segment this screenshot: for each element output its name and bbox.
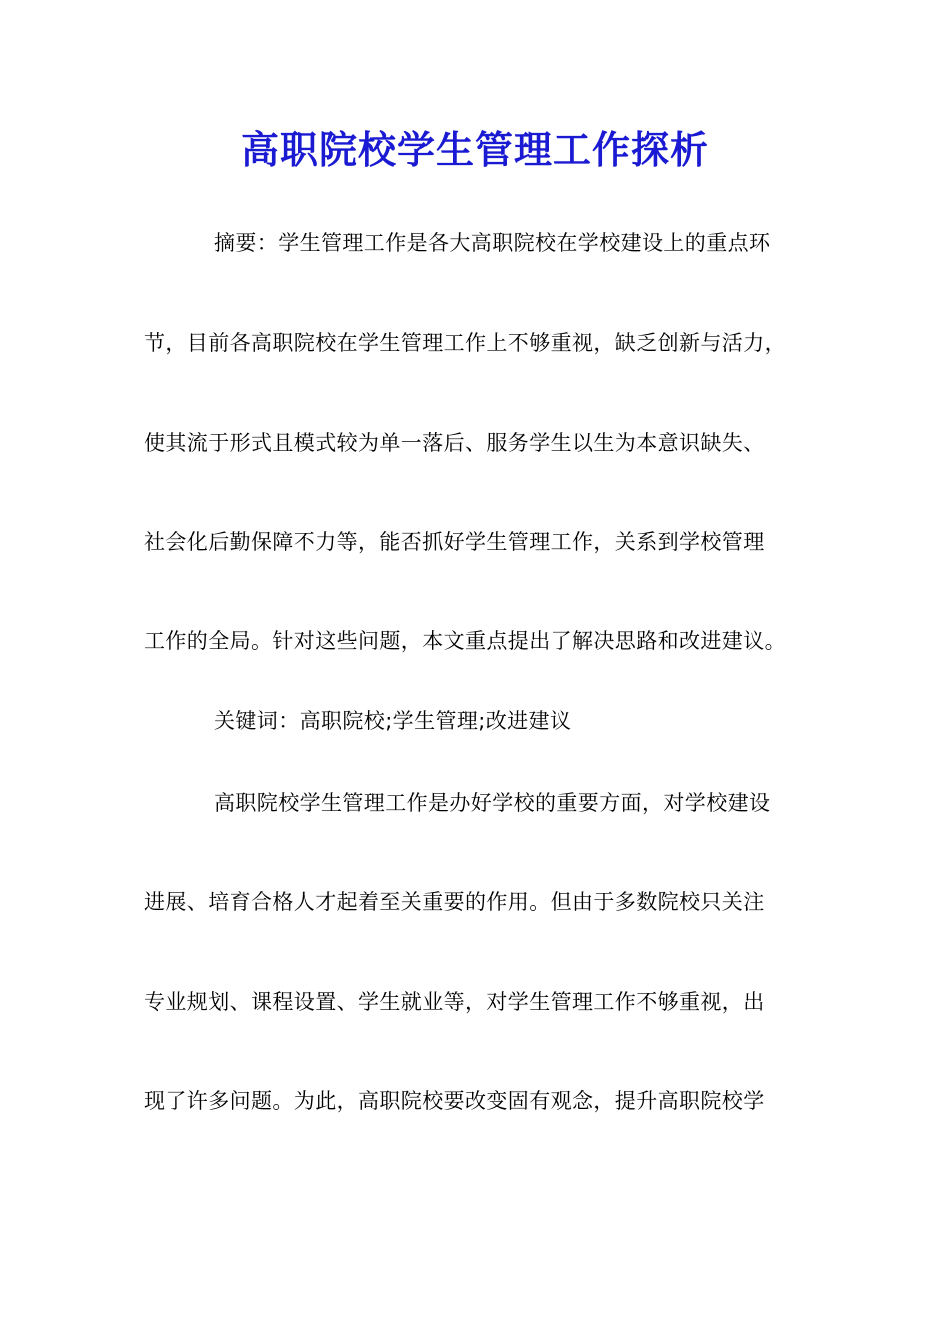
body-line-1: 高职院校学生管理工作是办好学校的重要方面，对学校建设 bbox=[214, 791, 771, 815]
body-line-3: 专业规划、课程设置、学生就业等，对学生管理工作不够重视，出 bbox=[144, 990, 765, 1014]
body-line-4: 现了许多问题。为此，高职院校要改变固有观念，提升高职院校学 bbox=[144, 1089, 765, 1113]
document-title: 高职院校学生管理工作探析 bbox=[240, 127, 709, 172]
body-line-2: 进展、培育合格人才起着至关重要的作用。但由于多数院校只关注 bbox=[144, 890, 765, 914]
keywords-line: 关键词：高职院校;学生管理;改进建议 bbox=[214, 709, 572, 733]
abstract-line-4: 社会化后勤保障不力等，能否抓好学生管理工作，关系到学校管理 bbox=[144, 530, 765, 554]
abstract-line-2: 节，目前各高职院校在学生管理工作上不够重视，缺乏创新与活力， bbox=[144, 331, 786, 355]
abstract-line-5: 工作的全局。针对这些问题，本文重点提出了解决思路和改进建议。 bbox=[144, 629, 786, 653]
abstract-line-3: 使其流于形式且模式较为单一落后、服务学生以生为本意识缺失、 bbox=[144, 431, 765, 455]
abstract-line-1: 摘要：学生管理工作是各大高职院校在学校建设上的重点环 bbox=[214, 231, 771, 255]
